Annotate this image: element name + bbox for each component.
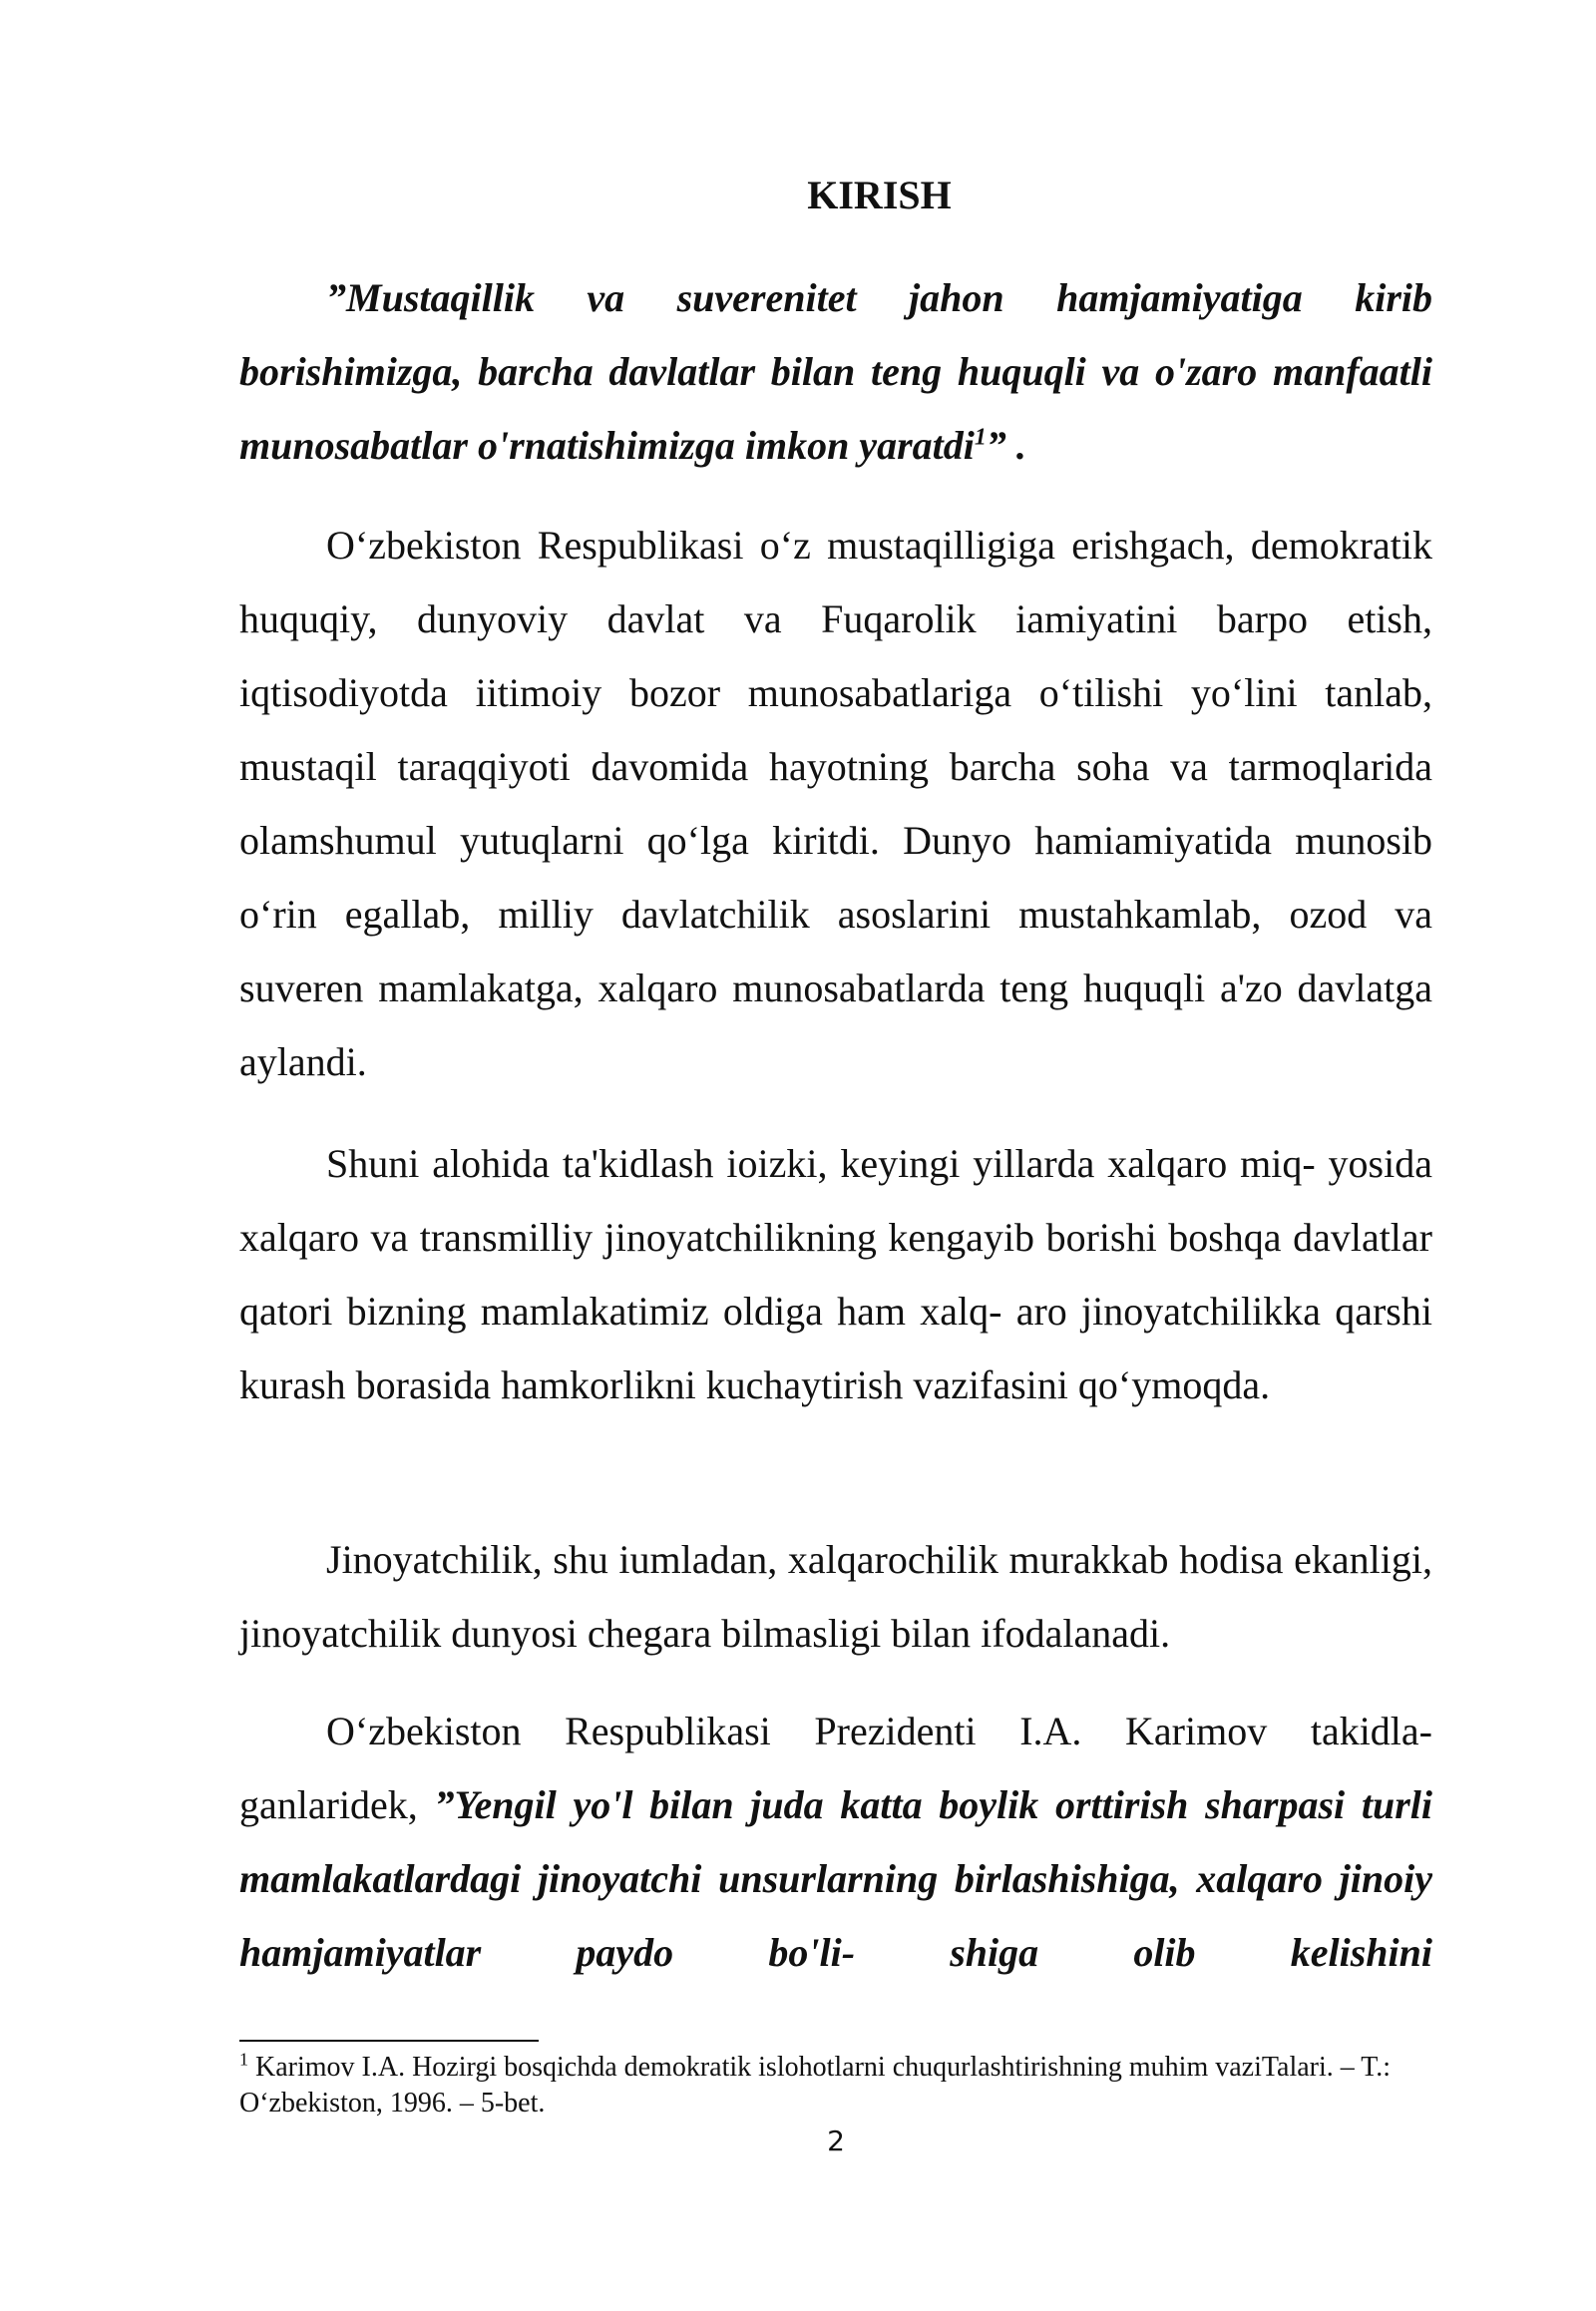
body-paragraph-block-4 [239, 1695, 1432, 1990]
footnote-number: 1 [239, 2049, 248, 2070]
paragraph: O‘zbekiston Respublikasi o‘z mustaqilligiga erishgach, demokratik huquqiy, dunyoviy davlat va Fuqarolik iamiyatini barpo etish, iqtisodiyotda iitimoiy bozor munosabatlariga o‘tilishi yo‘lini tanlab, mustaqil taraqqiyoti davomida hayotning barcha soha va tarmoqlarida olamshumul yutuqlarni qo‘lga kiritdi. Dunyo hamiamiyatida munosib o‘rin egallab, milliy davlatchilik asoslarini mustahkamlab, ozod va suveren mamlakatga, xalqaro munosabatlarda teng huquqli a'zo davlatga aylandi. [239, 523, 1432, 1084]
footnote-reference: 1 [974, 424, 987, 451]
footnote [239, 2050, 1432, 2121]
footnote-separator [239, 2040, 539, 2042]
epigraph-closing: ” . [986, 423, 1026, 468]
paragraph: Jinoyatchilik, shu iumladan, xalqarochilik murakkab hodisa ekanligi, jinoyatchilik dunyosi chegara bilmasligi bilan ifodalanadi. [239, 1537, 1432, 1656]
page-number: 2 [827, 2124, 845, 2157]
body-paragraph-block-1 [239, 509, 1432, 1099]
epigraph-quote [239, 261, 1432, 483]
page-title: KIRISH [807, 173, 952, 217]
epigraph-text: ”Mustaqillik va suverenitet jahon hamjamiyatiga kirib borishimizga, barcha davlatlar bilan teng huquqli va o'zaro manfaatli munosabatlar o'rnatishimizga imkon yaratdi [239, 275, 1432, 468]
president-quote: ”Yengil yo'l bilan juda katta boylik orttirish sharpasi turli mamlakatlardagi jinoyatchi unsurlarning birlashishiga, xalqaro jinoiy hamjamiyatlar paydo bo'li- shiga olib kelishini [239, 1782, 1432, 1975]
body-text [239, 261, 1432, 483]
paragraph-plain-text: O‘zbekiston Respublikasi Prezidenti I.A. Karimov takidla- ganlaridek, [239, 1709, 1432, 1827]
body-paragraph-block-3 [239, 1523, 1432, 1671]
paragraph [239, 1695, 1432, 1990]
paragraph: Shuni alohida ta'kidlash ioizki, keyingi yillarda xalqaro miq- yosida xalqaro va transmilliy jinoyatchilikning kengayib borishi boshqa davlatlar qatori bizning mamlakatimiz oldiga ham xalq- aro jinoyatchilikka qarshi kurash borasida hamkorlikni kuchaytirish vazifasini qo‘ymoqda. [239, 1141, 1432, 1407]
body-paragraph-block-2 [239, 1127, 1432, 1422]
footnote-text: Karimov I.A. Hozirgi bosqichda demokratik islohotlarni chuqurlashtirishning muhim vaziTalari. – T.: O‘zbekiston, 1996. – 5-bet. [239, 2052, 1392, 2118]
